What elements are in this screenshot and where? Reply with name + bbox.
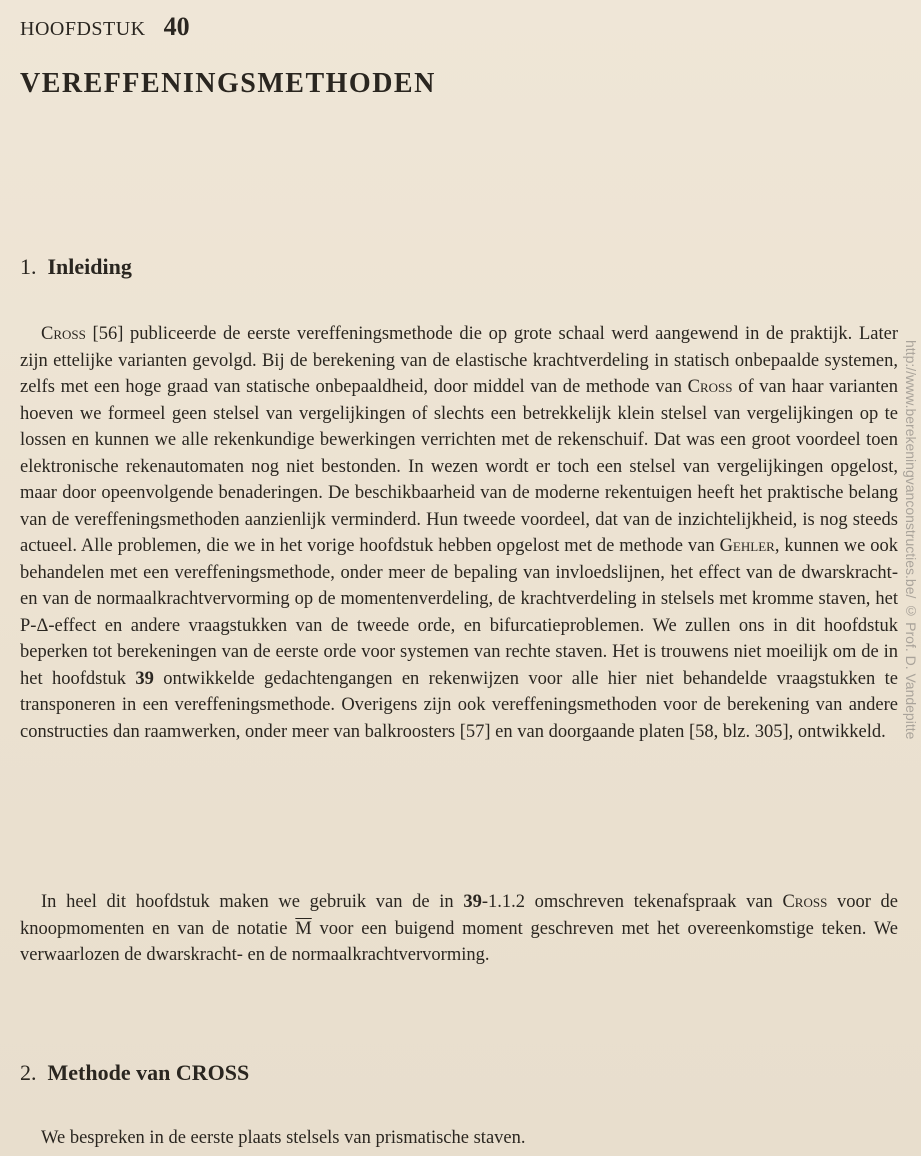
paragraph-methode-1: We bespreken in de eerste plaats stelsels van prismatische staven. (41, 1128, 526, 1148)
chapter-header (20, 12, 190, 42)
paragraph-text: , kunnen we ook behandelen met een vereffeningsmethode, onder meer de bepaling van invloedslijnen, het effect van de dwarskracht- en van de normaalkrachtvervorming op de momentenverdeling, de krachtverdeling in stelsels met kromme staven, het P-Δ-effect en andere vraagstukken van de tweede orde, en bifurcatieproblemen. We zullen ons in dit hoofdstuk beperken tot berekeningen van de eerste orde voor systemen van rechte staven. Het is trouwens niet moeilijk om de in het hoofdstuk (20, 536, 898, 689)
section-reference: -1.1.2 (481, 892, 525, 912)
author-name: Gehler (719, 536, 775, 556)
paragraph-inleiding-2 (20, 889, 898, 969)
chapter-reference: 39 (463, 892, 482, 912)
chapter-title: VEREFFENINGSMETHODEN (20, 68, 436, 99)
paragraph-text: ontwikkelde gedachtengangen en rekenwijzen voor alle hier niet behandelde vraagstukken te transponeren in een vereffeningsmethode. Overigens zijn ook vereffeningsmethoden voor de berekening van andere constructies dan raamwerken, onder meer van balkroosters [57] en van doorgaande platen [58, blz. 305], ontwikkeld. (20, 668, 898, 742)
paragraph-text: voor een buigend moment geschreven met het overeenkomstige teken. We verwaarlozen de dwarskracht- en de normaalkrachtvervorming. (20, 918, 898, 965)
paragraph-inleiding-1 (20, 321, 898, 745)
section-title: Inleiding (47, 254, 132, 279)
paragraph-text: [56] publiceerde de eerste vereffeningsmethode die op grote schaal werd aangewend in de praktijk. Later zijn ettelijke varianten gevolgd. Bij de berekening van de elastische krachtverdeling in statisch onbepaalde systemen, zelfs met een hoge graad van statische onbepaaldheid, door middel van de methode van (20, 324, 898, 397)
section-heading-methode-van-cross (20, 1060, 249, 1086)
paragraph-text: In heel dit hoofdstuk maken we gebruik van de in (41, 892, 464, 912)
chapter-label: HOOFDSTUK (20, 18, 146, 40)
paragraph-text: voor de knoopmomenten en van de notatie (20, 892, 898, 939)
moment-notation-m-bar: $\overline{M}$ (295, 918, 312, 939)
section-number: 1. (20, 254, 37, 279)
section-heading-inleiding (20, 254, 132, 280)
paragraph-text: omschreven tekenafspraak van (524, 892, 783, 912)
section-number: 2. (20, 1060, 37, 1085)
copyright-watermark: http://www.berekeningvanconstructies.be/ © Prof. D. Vandepitte (903, 340, 919, 740)
section-title: Methode van CROSS (47, 1060, 250, 1085)
author-name: Cross (687, 377, 733, 397)
author-name: Cross (782, 892, 828, 912)
chapter-reference: 39 (135, 668, 154, 689)
chapter-number: 40 (163, 12, 190, 41)
paragraph-text: of van haar varianten hoeven we formeel geen stelsel van vergelijkingen of slechts een betrekkelijk klein stelsel van vergelijkingen op te lossen en kunnen we alle rekenkundige bewerkingen verrichten met de rekenschuif. Dat was een groot voordeel toen elektronische rekenautomaten nog niet bestonden. In wezen wordt er toch een stelsel van vergelijkingen opgelost, maar door opeenvolgende benaderingen. De beschikbaarheid van de moderne rekentuigen heeft het praktische belang van de vereffeningsmethoden aanzienlijk verminderd. Hun tweede voordeel, dat van de inzichtelijkheid, is nog steeds actueel. Alle problemen, die we in het vorige hoofdstuk hebben opgelost met de methode van (20, 377, 899, 556)
author-name: Cross (41, 324, 86, 344)
